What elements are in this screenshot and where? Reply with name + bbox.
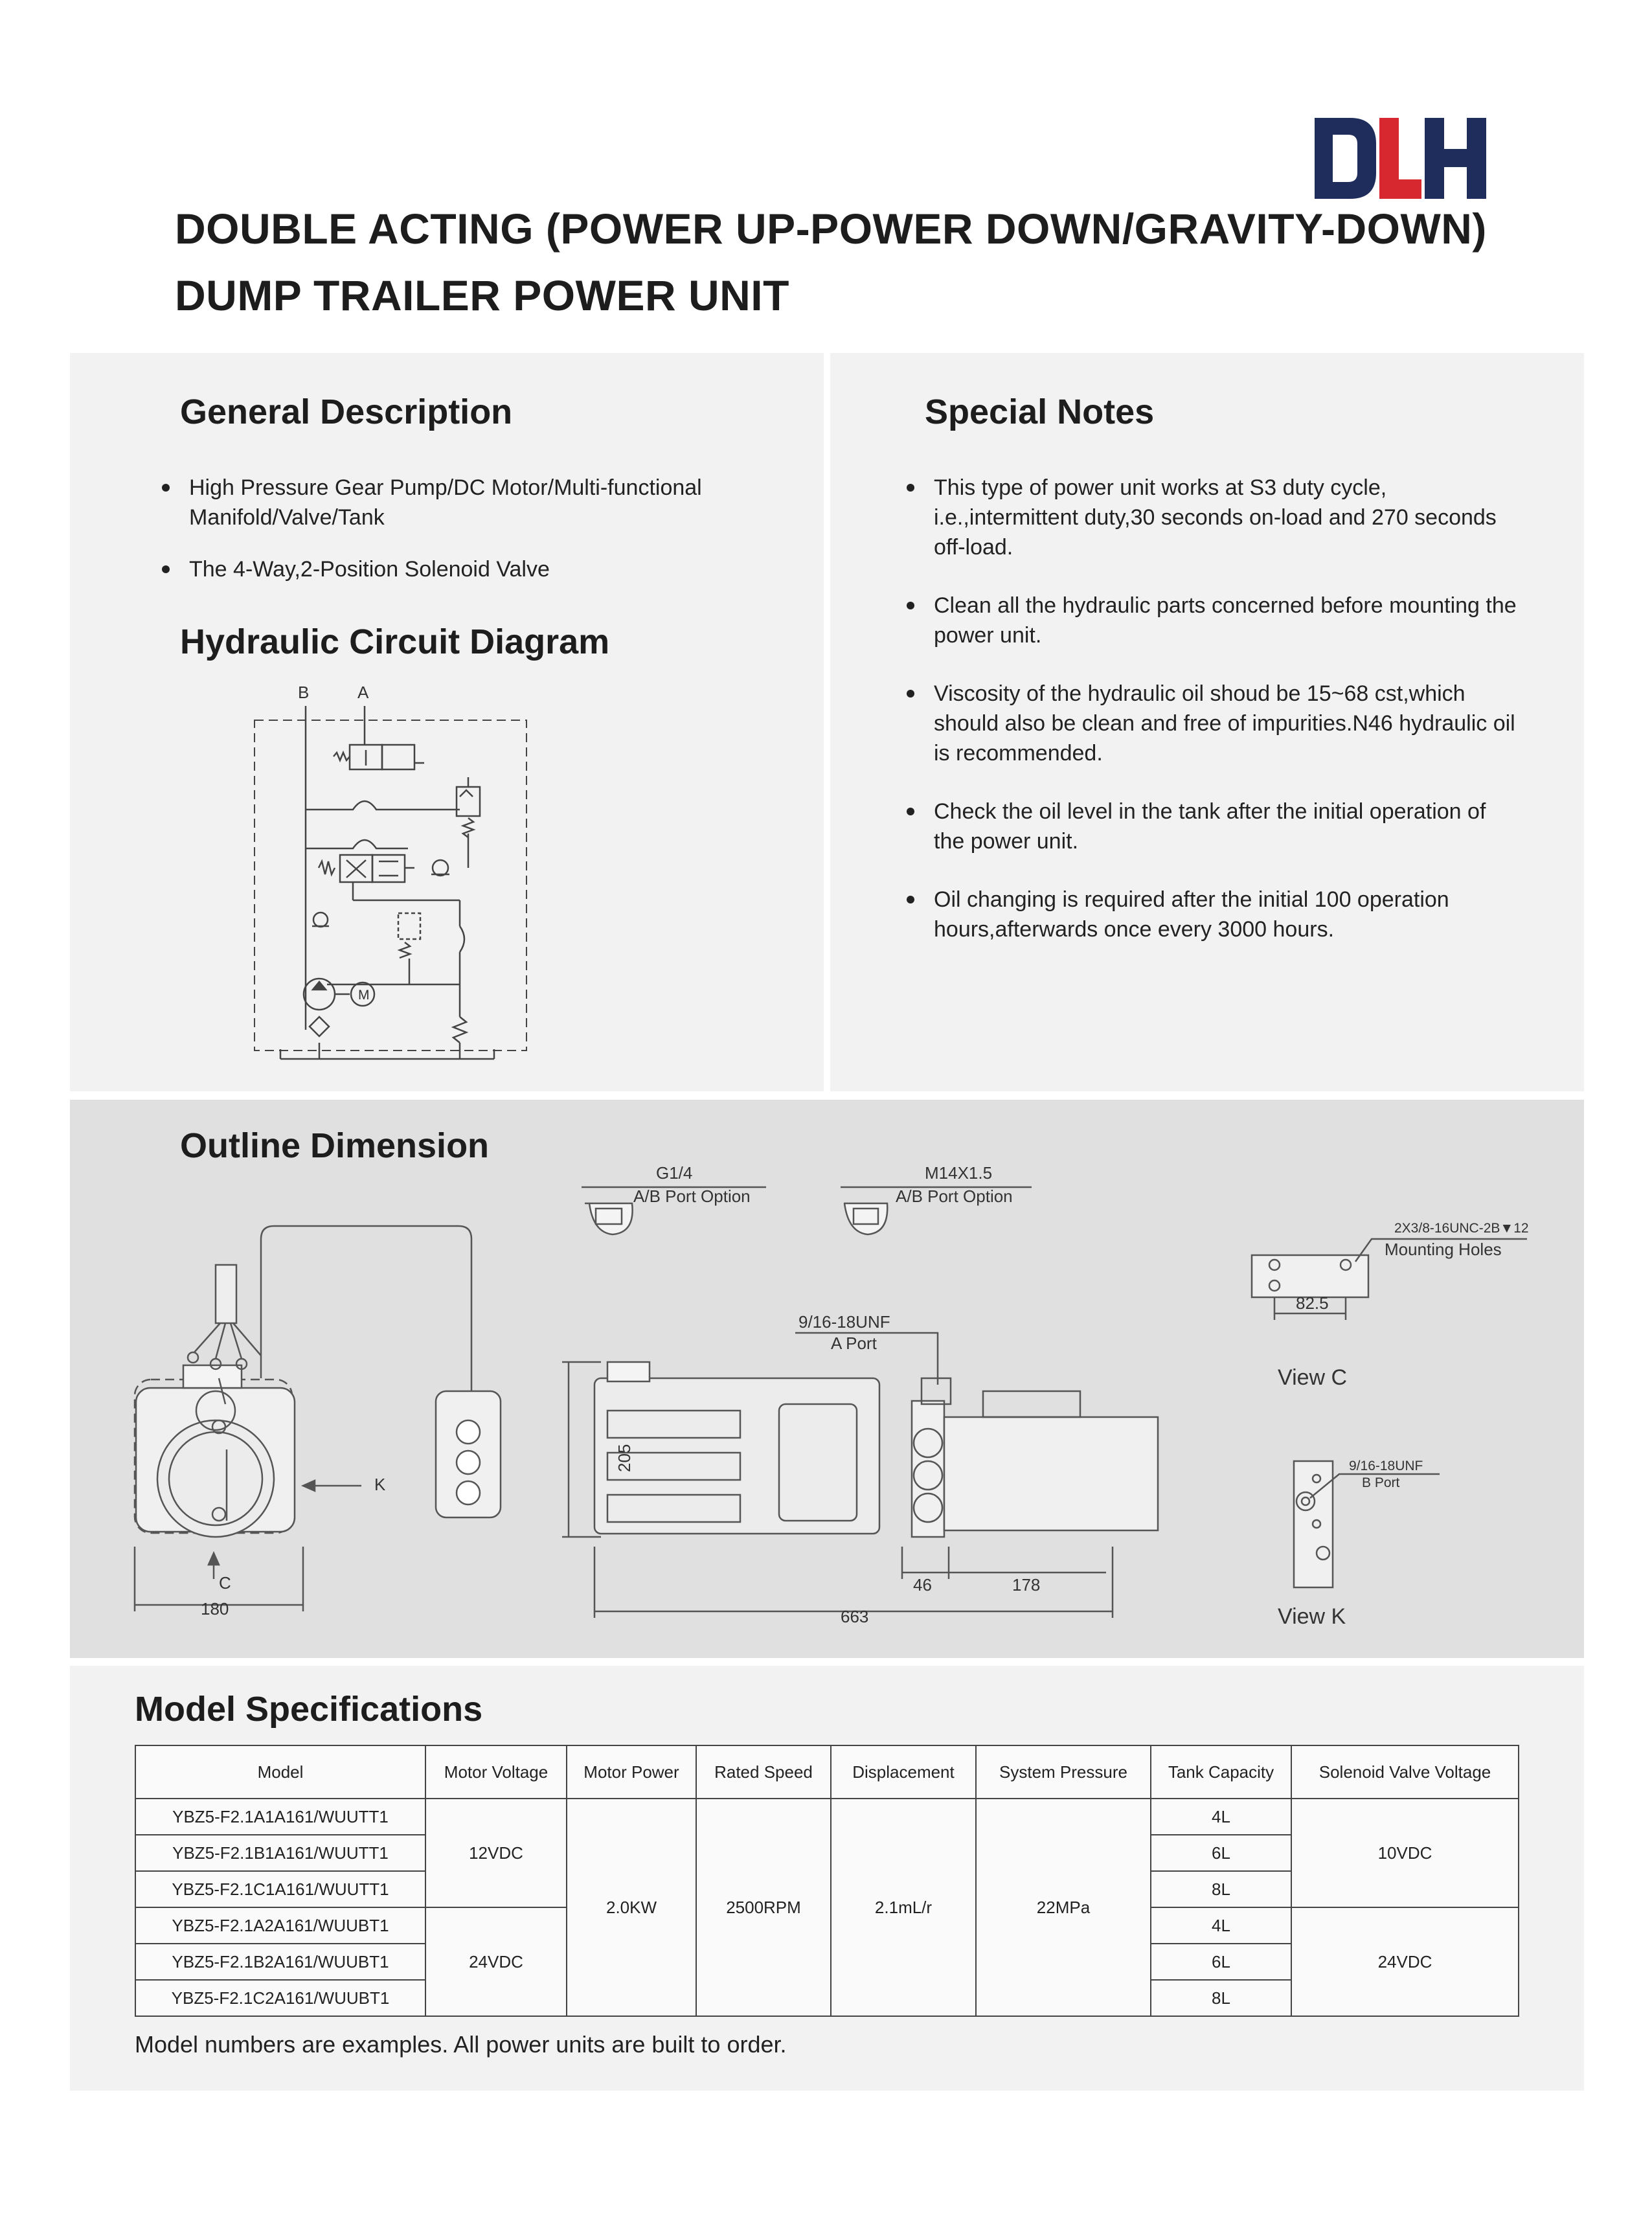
solenoid-voltage-cell: 24VDC xyxy=(1291,1907,1519,2016)
port-option-2-size: M14X1.5 xyxy=(925,1163,993,1183)
hydraulic-circuit-heading: Hydraulic Circuit Diagram xyxy=(180,622,610,661)
brand-logo xyxy=(1315,118,1486,199)
tank-capacity-cell: 6L xyxy=(1151,1835,1291,1871)
general-description-heading: General Description xyxy=(180,392,513,431)
special-note-item: Viscosity of the hydraulic oil shoud be 15~68 cst,which should also be clean and free of impurities.N46 hydraulic oil is recommended. xyxy=(934,679,1517,768)
special-note-item: Check the oil level in the tank after the initial operation of the power unit. xyxy=(934,797,1517,856)
b-port-size: 9/16-18UNF xyxy=(1349,1459,1423,1473)
column-header: Model xyxy=(135,1745,425,1799)
special-notes-list xyxy=(934,473,1517,973)
title-line-1: DOUBLE ACTING (POWER UP-POWER DOWN/GRAVITY-DOWN) xyxy=(175,205,1487,253)
view-c-label: View C xyxy=(1278,1365,1348,1390)
general-description-item: The 4-Way,2-Position Solenoid Valve xyxy=(189,554,772,584)
column-header: Motor Voltage xyxy=(425,1745,567,1799)
port-option-1-label: A/B Port Option xyxy=(633,1187,751,1206)
port-b-label: B xyxy=(298,683,310,702)
a-port-size: 9/16-18UNF xyxy=(798,1312,890,1332)
column-header: Solenoid Valve Voltage xyxy=(1291,1745,1519,1799)
mounting-holes-spec: 2X3/8-16UNC-2B▼12 xyxy=(1394,1221,1529,1236)
dim-82-5: 82.5 xyxy=(1296,1293,1329,1313)
port-a-label: A xyxy=(357,683,369,702)
model-specifications-table xyxy=(135,1745,1519,2017)
motor-voltage-cell: 24VDC xyxy=(425,1907,567,2016)
special-note-item: This type of power unit works at S3 duty cycle, i.e.,intermittent duty,30 seconds on-load and 270 seconds off-load. xyxy=(934,473,1517,562)
general-description-item: High Pressure Gear Pump/DC Motor/Multi-functional Manifold/Valve/Tank xyxy=(189,473,772,532)
b-port-label: B Port xyxy=(1362,1475,1400,1490)
arrow-c-label: C xyxy=(219,1573,231,1593)
tank-capacity-cell: 8L xyxy=(1151,1871,1291,1907)
port-option-2-label: A/B Port Option xyxy=(896,1187,1013,1206)
table-row xyxy=(135,1799,1519,1835)
special-notes-heading: Special Notes xyxy=(925,392,1155,431)
outline-dimension-drawing xyxy=(70,1100,1584,1658)
table-header-row xyxy=(135,1745,1519,1799)
column-header: System Pressure xyxy=(976,1745,1151,1799)
motor-power-cell: 2.0KW xyxy=(567,1799,696,2016)
tank-capacity-cell: 4L xyxy=(1151,1907,1291,1944)
tank-capacity-cell: 8L xyxy=(1151,1980,1291,2016)
model-cell: YBZ5-F2.1C2A161/WUUBT1 xyxy=(135,1980,425,2016)
a-port-label: A Port xyxy=(831,1334,877,1353)
dim-663: 663 xyxy=(841,1607,869,1626)
general-description-list xyxy=(189,473,772,606)
column-header: Tank Capacity xyxy=(1151,1745,1291,1799)
solenoid-voltage-cell: 10VDC xyxy=(1291,1799,1519,1907)
special-note-item: Oil changing is required after the initial 100 operation hours,afterwards once every 3000 hours. xyxy=(934,885,1517,944)
model-specifications-heading: Model Specifications xyxy=(135,1690,483,1729)
dim-178: 178 xyxy=(1012,1575,1041,1595)
dim-205: 205 xyxy=(615,1444,634,1472)
column-header: Rated Speed xyxy=(696,1745,831,1799)
port-option-1-size: G1/4 xyxy=(656,1163,693,1183)
outline-dimension-heading: Outline Dimension xyxy=(180,1126,490,1165)
view-k-label: View K xyxy=(1278,1604,1346,1629)
model-cell: YBZ5-F2.1A2A161/WUUBT1 xyxy=(135,1907,425,1944)
motor-label: M xyxy=(358,988,370,1003)
dim-180: 180 xyxy=(201,1599,229,1618)
arrow-k-label: K xyxy=(374,1475,386,1494)
motor-voltage-cell: 12VDC xyxy=(425,1799,567,1907)
rated-speed-cell: 2500RPM xyxy=(696,1799,831,2016)
model-footnote: Model numbers are examples. All power units are built to order. xyxy=(135,2031,787,2058)
displacement-cell: 2.1mL/r xyxy=(831,1799,976,2016)
tank-capacity-cell: 6L xyxy=(1151,1944,1291,1980)
model-cell: YBZ5-F2.1C1A161/WUUTT1 xyxy=(135,1871,425,1907)
hydraulic-circuit-diagram xyxy=(246,680,544,1069)
system-pressure-cell: 22MPa xyxy=(976,1799,1151,2016)
mounting-holes-label: Mounting Holes xyxy=(1385,1240,1502,1259)
tank-capacity-cell: 4L xyxy=(1151,1799,1291,1835)
title-line-2: DUMP TRAILER POWER UNIT xyxy=(175,271,789,319)
model-cell: YBZ5-F2.1B1A161/WUUTT1 xyxy=(135,1835,425,1871)
dim-46: 46 xyxy=(913,1575,932,1595)
model-cell: YBZ5-F2.1B2A161/WUUBT1 xyxy=(135,1944,425,1980)
column-header: Motor Power xyxy=(567,1745,696,1799)
column-header: Displacement xyxy=(831,1745,976,1799)
special-note-item: Clean all the hydraulic parts concerned before mounting the power unit. xyxy=(934,591,1517,650)
model-cell: YBZ5-F2.1A1A161/WUUTT1 xyxy=(135,1799,425,1835)
